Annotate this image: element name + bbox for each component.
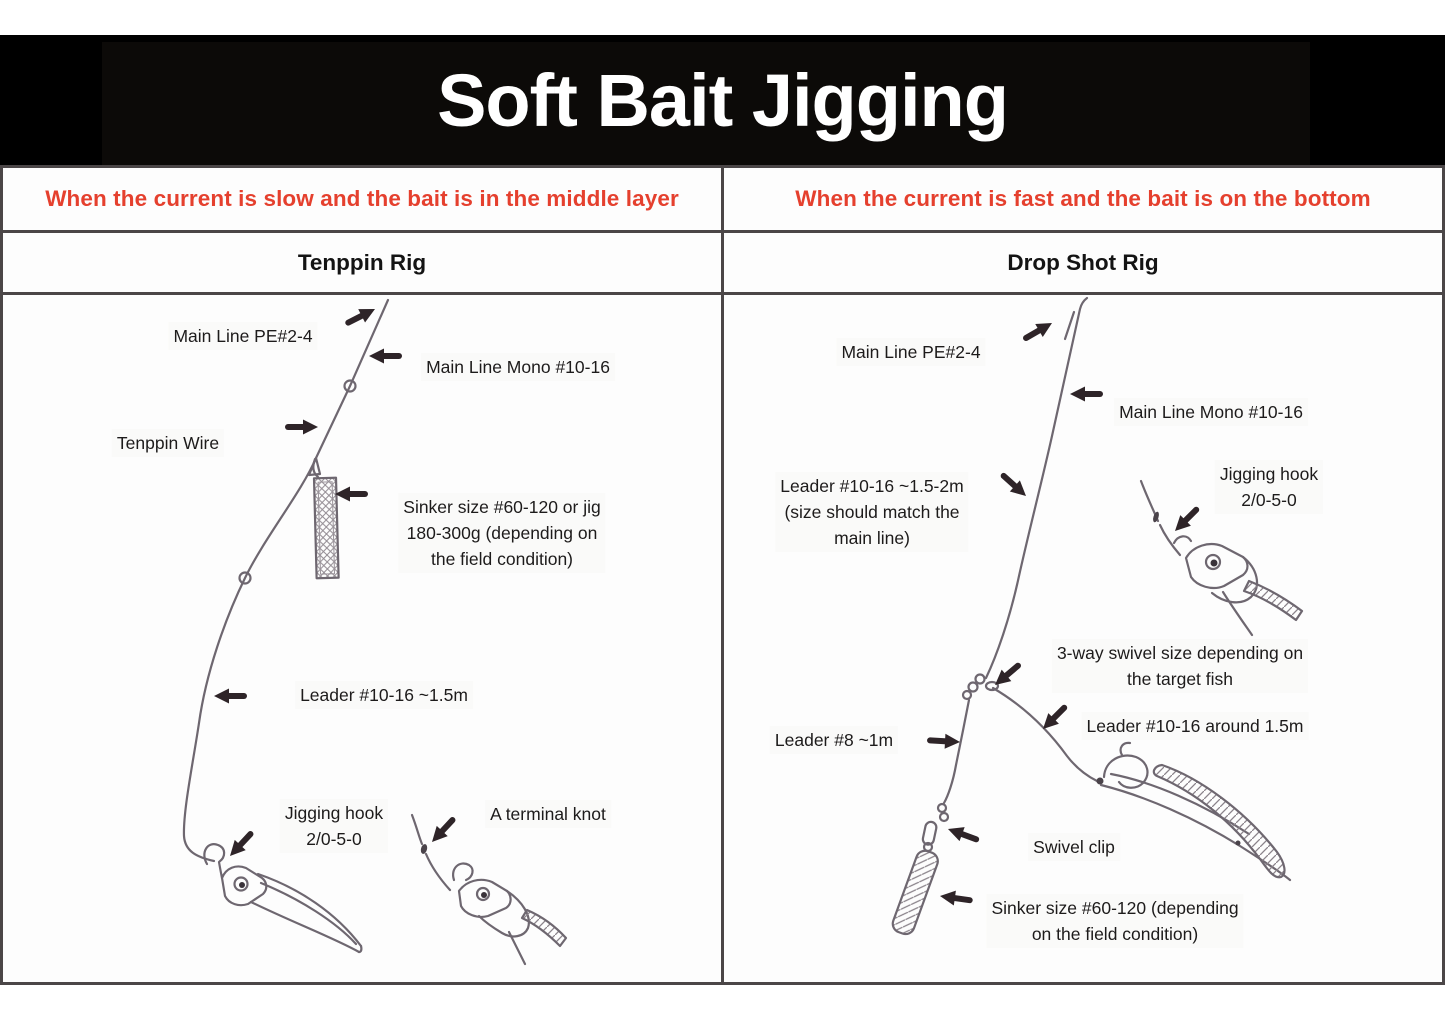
rig-name-left: Tenppin Rig: [3, 233, 721, 292]
label-tenppin-wire: Tenppin Wire: [112, 429, 224, 457]
condition-header-right: When the current is fast and the bait is on the bottom: [724, 168, 1442, 230]
pointer-arrow-icon: [1038, 702, 1070, 734]
pointer-arrow-icon: [945, 822, 978, 846]
main-line: [986, 298, 1087, 678]
pointer-arrow-icon: [335, 487, 365, 502]
pointer-arrow-icon: [1070, 387, 1100, 402]
label-terminal-knot: A terminal knot: [485, 800, 611, 828]
condition-header-left: When the current is slow and the bait is in the middle layer: [3, 168, 721, 230]
swivel-clip: [922, 804, 948, 851]
rig-table: [0, 165, 1445, 985]
label-jigging-hook: Jigging hook 2/0-5-0: [280, 799, 388, 853]
label-leader-8: Leader #8 ~1m: [770, 726, 898, 754]
pointer-arrow-icon: [427, 815, 458, 847]
squid-eye-icon: [1211, 560, 1218, 567]
pointer-arrow-icon: [345, 302, 379, 329]
label-main-line-mono: Main Line Mono #10-16: [421, 353, 615, 381]
drop-line: [944, 700, 969, 803]
label-main-line-mono: Main Line Mono #10-16: [1114, 398, 1308, 426]
sinker: [890, 848, 940, 936]
title-banner: [0, 35, 1445, 165]
tenppin-rig-sketch: [3, 295, 721, 982]
fish-eye-icon: [481, 892, 487, 898]
tenppin-rig-diagram: [3, 295, 721, 982]
soft-bait: [1101, 743, 1290, 880]
line-tag-end: [1065, 312, 1074, 339]
main-line: [184, 300, 388, 861]
pointer-arrow-icon: [999, 470, 1031, 501]
pointer-arrow-icon: [939, 889, 971, 908]
pointer-arrow-icon: [288, 420, 318, 435]
label-leader-match: Leader #10-16 ~1.5-2m (size should match the main line): [775, 472, 968, 552]
pointer-arrow-icon: [990, 660, 1023, 691]
three-way-swivel: [963, 675, 998, 700]
label-leader-15: Leader #10-16 around 1.5m: [1082, 712, 1309, 740]
pointer-arrow-icon: [930, 733, 961, 750]
pointer-arrow-icon: [1170, 504, 1202, 536]
label-sinker: Sinker size #60-120 or jig 180-300g (depending on the field condition): [398, 493, 605, 573]
terminal-knot: [420, 843, 428, 854]
pointer-arrow-icon: [214, 689, 244, 704]
squid-bait: [204, 844, 361, 952]
rig-name-right: Drop Shot Rig: [724, 233, 1442, 292]
label-leader: Leader #10-16 ~1.5m: [295, 681, 473, 709]
pointer-arrow-icon: [1022, 317, 1055, 345]
label-main-line-pe: Main Line PE#2-4: [836, 338, 985, 366]
label-main-line-pe: Main Line PE#2-4: [168, 322, 317, 350]
drop-shot-rig-diagram: [724, 295, 1442, 982]
label-sinker: Sinker size #60-120 (depending on the field condition): [986, 894, 1243, 948]
sinker: [314, 478, 339, 579]
label-jigging-hook: Jigging hook 2/0-5-0: [1215, 460, 1323, 514]
leader-knot: [1097, 778, 1104, 785]
pointer-arrow-icon: [225, 829, 256, 861]
pointer-arrow-icon: [369, 349, 399, 364]
label-swivel-clip: Swivel clip: [1028, 833, 1120, 861]
page-title: Soft Bait Jigging: [437, 58, 1008, 142]
label-three-way-swivel: 3-way swivel size depending on the target fish: [1052, 639, 1308, 693]
squid-eye-icon: [239, 882, 245, 888]
